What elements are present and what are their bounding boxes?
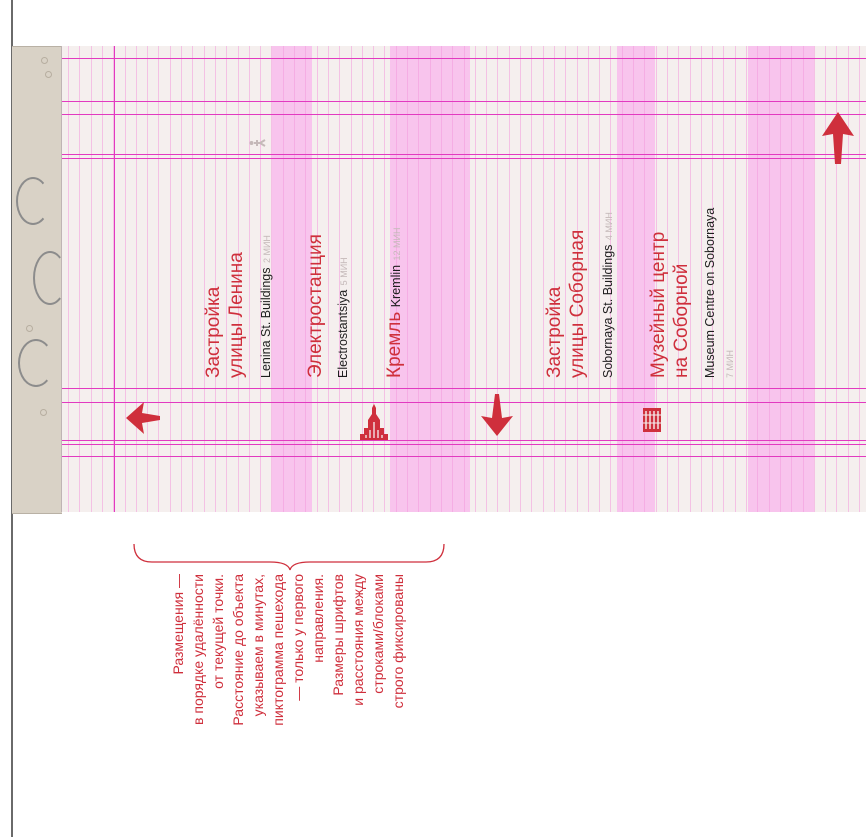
grid-margin-line (114, 46, 115, 512)
destination-title: Застройка улицы Соборная (544, 229, 588, 378)
arrow-left-icon (122, 398, 162, 438)
pedestrian-icon (248, 134, 268, 152)
grid-row-line (62, 101, 866, 102)
grid-column-line (362, 46, 363, 512)
mount-clamp (18, 339, 54, 387)
walk-minutes: 5 МИН (339, 257, 349, 286)
walk-minutes: 12 МИН (392, 227, 402, 261)
grid-column-line (791, 46, 792, 512)
grid-column-line (644, 46, 645, 512)
grid-column-line (102, 46, 103, 512)
grid-column-line (701, 46, 702, 512)
walk-minutes: 7 МИН (725, 350, 735, 378)
grid-column-line (509, 46, 510, 512)
grid-row-line (62, 114, 866, 115)
grid-row-line (62, 440, 866, 441)
grid-column-line (531, 46, 532, 512)
arrow-down-icon (477, 392, 517, 438)
grid-column-line (407, 46, 408, 512)
grid-row-line (62, 154, 866, 155)
grid-column-line (328, 46, 329, 512)
grid-column-line (249, 46, 250, 512)
mount-screw (41, 57, 48, 64)
grid-column-line (430, 46, 431, 512)
grid-column-line (283, 46, 284, 512)
destination-subtitle: Sobornaya St. Buildings (601, 244, 615, 378)
note-bracket (130, 540, 448, 572)
grid-row-line (62, 402, 866, 403)
grid-column-line (746, 46, 747, 512)
destination-subtitle-row (334, 257, 352, 378)
grid-column-line (497, 46, 498, 512)
destination-subtitle-row (257, 235, 275, 378)
grid-column-line (181, 46, 182, 512)
grid-column-line (418, 46, 419, 512)
grid-column-line (373, 46, 374, 512)
mount-clamp (16, 177, 50, 225)
destination-subtitle-row (599, 212, 617, 378)
grid-column-line (170, 46, 171, 512)
kremlin-icon (358, 404, 390, 442)
grid-column-line (452, 46, 453, 512)
grid-row-line (62, 58, 866, 59)
grid-column-line (147, 46, 148, 512)
sign-mount-bracket (12, 46, 62, 514)
grid-column-line (520, 46, 521, 512)
mount-screw (26, 325, 33, 332)
mount-screw (40, 409, 47, 416)
grid-column-line (769, 46, 770, 512)
destination-title: Музейный центр на Соборной (648, 231, 692, 378)
grid-column-line (158, 46, 159, 512)
grid-row-line (62, 456, 866, 457)
grid-column-line (464, 46, 465, 512)
grid-column-line (486, 46, 487, 512)
layout-note: Размещения — в порядке удалённости от текущей точки. Расстояние до объекта указываем в минутах, пиктограмма пешехода — только у первого направления. Размеры шрифтов и расстояния между строками/блоками строго фиксированы (170, 574, 406, 726)
grid-column-line (91, 46, 92, 512)
walk-minutes: 2 МИН (262, 235, 272, 264)
grid-column-line (79, 46, 80, 512)
grid-column-line (803, 46, 804, 512)
destination-title: Застройка улицы Ленина (203, 252, 247, 378)
arrow-up-icon (818, 108, 858, 166)
grid-column-line (814, 46, 815, 512)
grid-column-line (780, 46, 781, 512)
grid-row-line (62, 158, 866, 159)
destination-subtitle: Kremlin (389, 264, 403, 308)
wayfinding-sign-layout (61, 46, 866, 512)
grid-column-line (125, 46, 126, 512)
grid-column-line (441, 46, 442, 512)
grid-row-line (62, 444, 866, 445)
grid-row-line (62, 388, 866, 389)
grid-column-line (735, 46, 736, 512)
grid-highlight-band (404, 46, 470, 512)
museum-icon (642, 407, 662, 433)
grid-column-line (294, 46, 295, 512)
grid-column-line (68, 46, 69, 512)
destination-row (383, 227, 406, 378)
walk-minutes: 4 МИН (604, 212, 614, 241)
destination-subtitle: Electrostantsiya (336, 289, 350, 378)
grid-column-line (757, 46, 758, 512)
grid-column-line (192, 46, 193, 512)
grid-column-line (723, 46, 724, 512)
grid-column-line (475, 46, 476, 512)
grid-column-line (859, 46, 860, 512)
grid-column-line (622, 46, 623, 512)
destination-title: Кремль (384, 311, 405, 378)
destination-subtitle: Lenina St. Buildings (259, 267, 273, 378)
grid-column-line (633, 46, 634, 512)
destination-subtitle: Museum Centre on Sobornaya (703, 207, 717, 378)
grid-column-line (136, 46, 137, 512)
destination-title: Электростанция (305, 234, 326, 378)
mount-screw (45, 71, 52, 78)
